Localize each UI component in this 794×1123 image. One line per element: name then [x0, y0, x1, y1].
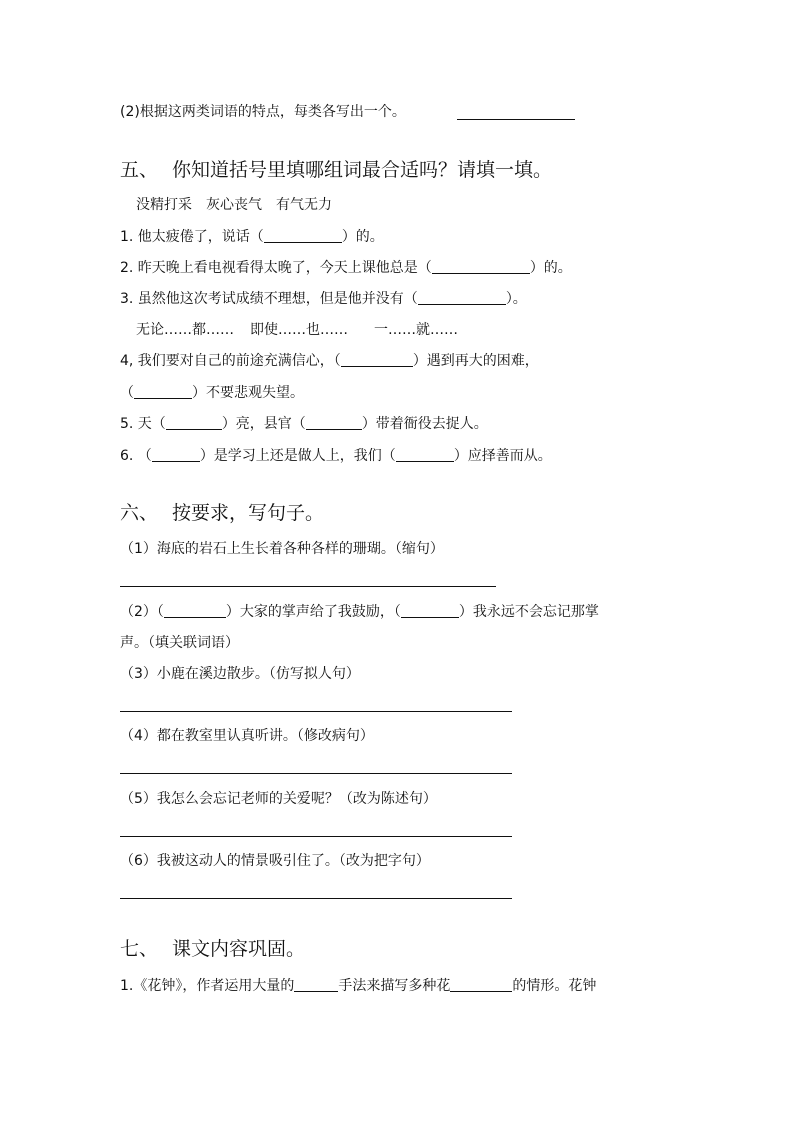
section-number: 七、	[120, 938, 159, 960]
answer-blank[interactable]	[306, 415, 362, 430]
question-5-4: 4, 我们要对自己的前途充满信心，（ ）遇到再大的困难，	[120, 353, 539, 369]
question-6-2-cont: 声。（填关联词语）	[120, 635, 239, 651]
answer-line[interactable]	[457, 119, 575, 120]
answer-line[interactable]	[120, 773, 512, 774]
answer-blank[interactable]	[152, 447, 200, 462]
answer-blank[interactable]	[396, 447, 454, 462]
question-4-2	[120, 103, 406, 121]
section-number: 五、	[120, 159, 159, 181]
question-6-3: （3）小鹿在溪边散步。（仿写拟人句）	[120, 666, 360, 682]
answer-blank[interactable]	[134, 384, 192, 399]
answer-blank[interactable]	[294, 977, 338, 992]
section-number: 六、	[120, 502, 159, 524]
section-title: 按要求，写句子。	[172, 502, 325, 524]
answer-blank[interactable]	[418, 290, 506, 305]
answer-blank[interactable]	[450, 977, 512, 992]
answer-line[interactable]	[120, 586, 496, 587]
question-text: (2)根据这两类词语的特点，每类各写出一个。	[120, 104, 406, 120]
question-6-6: （6）我被这动人的情景吸引住了。（改为把字句）	[120, 853, 430, 869]
section-title: 你知道括号里填哪组词最合适吗？请填一填。	[172, 159, 553, 181]
section-6-heading	[120, 501, 324, 525]
section-5-heading	[120, 158, 552, 182]
answer-line[interactable]	[120, 836, 512, 837]
question-5-5: 5. 天（ ）亮，县官（ ）带着衙役去捉人。	[120, 416, 488, 432]
question-5-3: 3. 虽然他这次考试成绩不理想，但是他并没有（ ）。	[120, 291, 527, 307]
conjunction-options: 无论……都…… 即使……也…… 一……就……	[136, 322, 458, 338]
answer-blank[interactable]	[166, 415, 222, 430]
question-5-4-cont: （ ）不要悲观失望。	[120, 385, 304, 401]
question-6-4: （4）都在教室里认真听讲。（修改病句）	[120, 728, 374, 744]
question-7-1: 1.《花钟》，作者运用大量的 手法来描写多种花 的情形。花钟	[120, 978, 597, 994]
section-title: 课文内容巩固。	[172, 938, 306, 960]
section-7-heading	[120, 937, 305, 961]
answer-blank[interactable]	[432, 259, 530, 274]
word-options: 没精打采 灰心丧气 有气无力	[136, 197, 332, 213]
answer-line[interactable]	[120, 711, 512, 712]
question-5-1: 1. 他太疲倦了，说话（ ）的。	[120, 229, 384, 245]
answer-blank[interactable]	[264, 228, 342, 243]
question-5-6: 6. （ ）是学习上还是做人上，我们（ ）应择善而从。	[120, 448, 552, 464]
answer-blank[interactable]	[164, 603, 226, 618]
answer-blank[interactable]	[401, 603, 459, 618]
answer-line[interactable]	[120, 898, 512, 899]
question-6-1: （1）海底的岩石上生长着各种各样的珊瑚。（缩句）	[120, 541, 444, 557]
question-6-2: （2）（ ）大家的掌声给了我鼓励，（ ）我永远不会忘记那掌	[120, 604, 599, 620]
question-5-2: 2. 昨天晚上看电视看得太晚了，今天上课他总是（ ）的。	[120, 260, 572, 276]
answer-blank[interactable]	[341, 352, 413, 367]
question-6-5: （5）我怎么会忘记老师的关爱呢？（改为陈述句）	[120, 791, 437, 807]
